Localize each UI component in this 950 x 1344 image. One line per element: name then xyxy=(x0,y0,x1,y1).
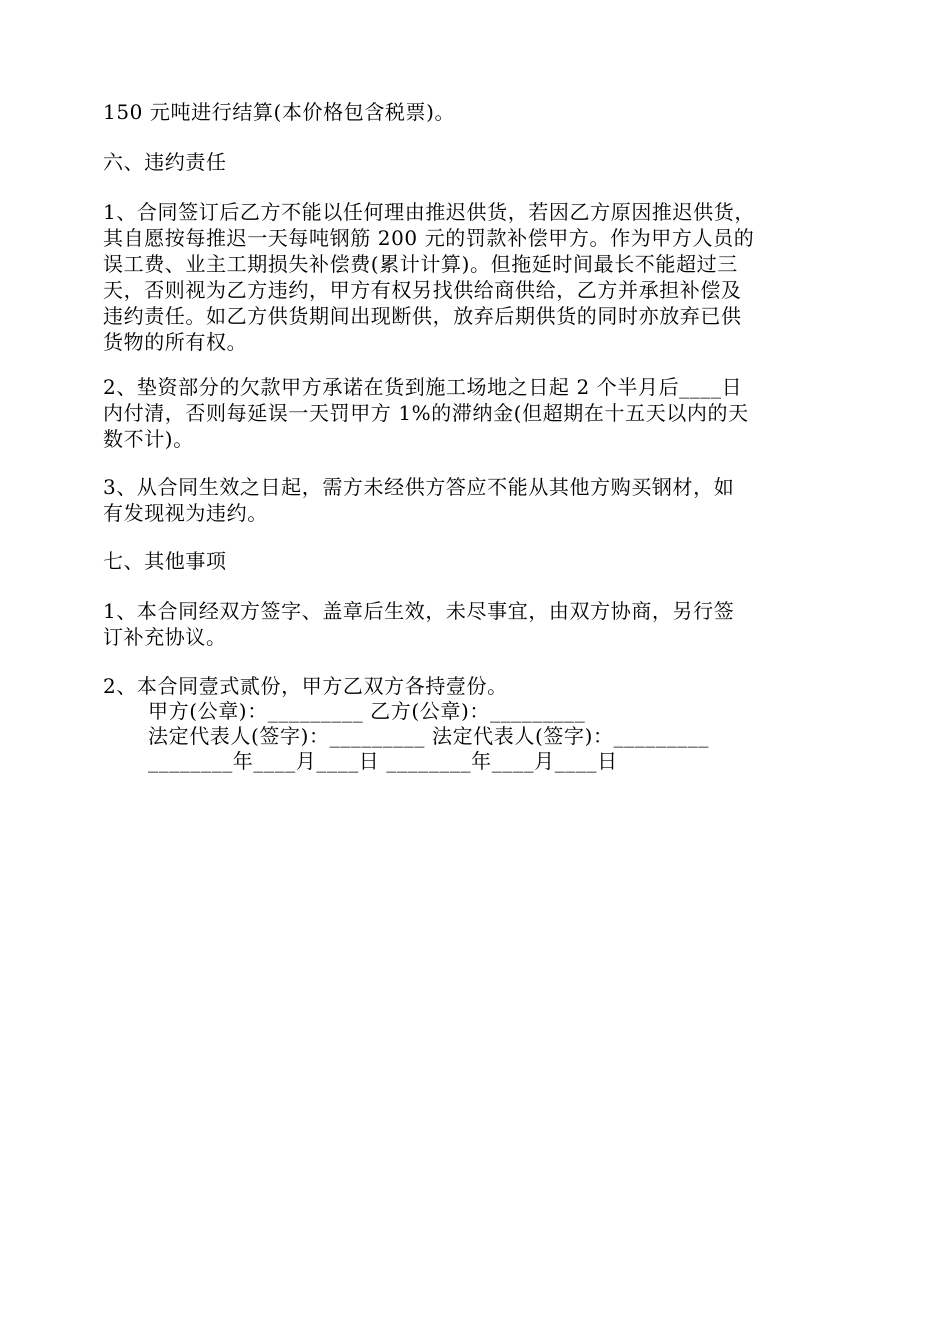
section-6-p1-line-1: 1、合同签订后乙方不能以任何理由推迟供货，若因乙方原因推迟供货， xyxy=(103,200,755,224)
representative-signature-line: 法定代表人(签字)：_________ 法定代表人(签字)：_________ xyxy=(148,724,709,748)
section-6-p2-line-2: 内付清，否则每延误一天罚甲方 1%的滞纳金(但超期在十五天以内的天 xyxy=(103,401,749,425)
section-6-heading: 六、违约责任 xyxy=(103,150,227,174)
section-6-p2-line-3: 数不计)。 xyxy=(103,427,194,451)
date-signature-line: ________年____月____日 ________年____月____日 xyxy=(148,749,618,773)
section-7-heading: 七、其他事项 xyxy=(103,549,227,573)
section-7-p1-line-2: 订补充协议。 xyxy=(103,625,227,649)
section-6-p1-line-3: 误工费、业主工期损失补偿费(累计计算)。但拖延时间最长不能超过三 xyxy=(103,252,738,276)
section-6-p1-line-4: 天，否则视为乙方违约，甲方有权另找供给商供给，乙方并承担补偿及 xyxy=(103,278,742,302)
section-6-p3-line-1: 3、从合同生效之日起，需方未经供方答应不能从其他方购买钢材，如 xyxy=(103,475,735,499)
section-6-p1-line-2: 其自愿按每推迟一天每吨钢筋 200 元的罚款补偿甲方。作为甲方人员的 xyxy=(103,226,755,250)
section-6-p2-line-1: 2、垫资部分的欠款甲方承诺在货到施工场地之日起 2 个半月后____日 xyxy=(103,375,743,399)
seal-signature-line: 甲方(公章)：_________ 乙方(公章)：_________ xyxy=(148,699,586,723)
section-7-p2-line-1: 2、本合同壹式贰份，甲方乙双方各持壹份。 xyxy=(103,674,508,698)
intro-line: 150 元吨进行结算(本价格包含税票)。 xyxy=(103,100,456,124)
section-6-p1-line-6: 货物的所有权。 xyxy=(103,330,248,354)
section-7-p1-line-1: 1、本合同经双方签字、盖章后生效，未尽事宜，由双方协商，另行签 xyxy=(103,599,735,623)
section-6-p3-line-2: 有发现视为违约。 xyxy=(103,501,268,525)
section-6-p1-line-5: 违约责任。如乙方供货期间出现断供，放弃后期供货的同时亦放弃已供 xyxy=(103,304,742,328)
